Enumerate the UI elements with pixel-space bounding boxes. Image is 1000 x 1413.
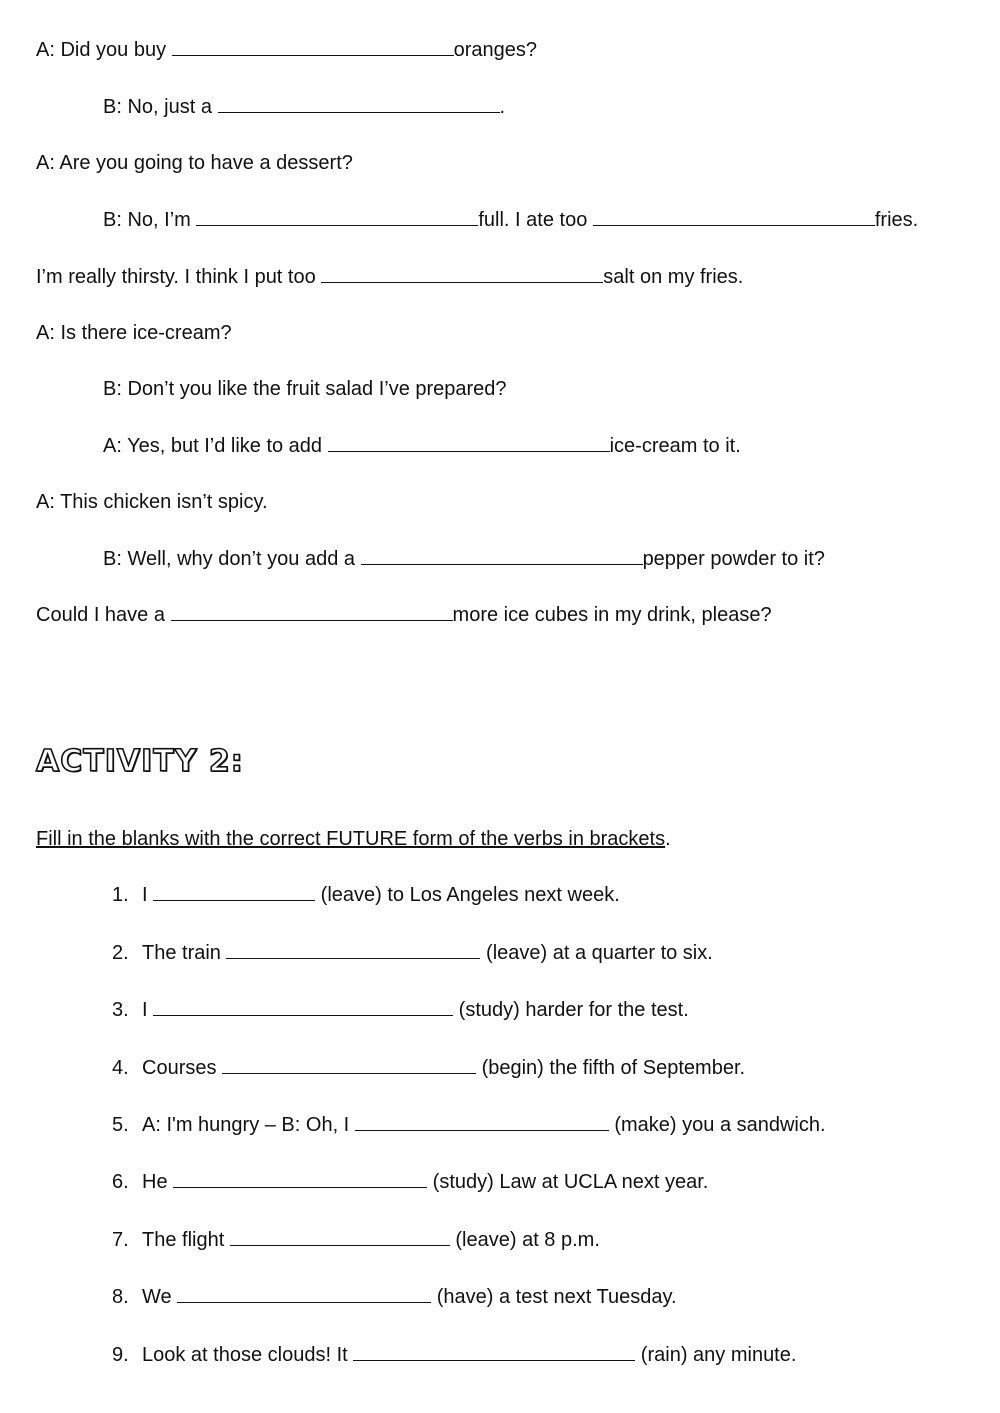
item-text-before: A: I'm hungry – B: Oh, I bbox=[142, 1114, 355, 1136]
exercise-line-10 bbox=[103, 547, 825, 571]
line-text: A: Are you going to have a dessert? bbox=[36, 152, 353, 174]
answer-blank[interactable] bbox=[361, 547, 643, 565]
answer-blank[interactable] bbox=[153, 998, 453, 1016]
exercise-line-2 bbox=[103, 95, 505, 119]
line-text: oranges? bbox=[453, 39, 538, 61]
item-number: 3. bbox=[112, 999, 129, 1021]
line-text: full. I ate too bbox=[478, 209, 593, 231]
exercise-line-7 bbox=[103, 377, 507, 401]
item-text-after: (rain) any minute. bbox=[635, 1344, 797, 1366]
numbered-item-3 bbox=[112, 998, 689, 1022]
line-text: pepper powder to it? bbox=[642, 548, 825, 570]
answer-blank[interactable] bbox=[353, 1343, 635, 1361]
item-text-after: (make) you a sandwich. bbox=[608, 1114, 826, 1136]
answer-blank[interactable] bbox=[177, 1285, 431, 1303]
exercise-line-11 bbox=[36, 603, 772, 627]
item-number: 9. bbox=[112, 1344, 129, 1366]
line-text: more ice cubes in my drink, please? bbox=[452, 604, 772, 626]
exercise-line-4 bbox=[103, 208, 918, 232]
numbered-item-5 bbox=[112, 1113, 826, 1137]
item-number: 8. bbox=[112, 1286, 129, 1308]
instruction-text: Fill in the blanks with the correct FUTURE form of the verbs in brackets bbox=[36, 828, 666, 850]
item-text-after: (study) Law at UCLA next year. bbox=[427, 1171, 709, 1193]
numbered-item-4 bbox=[112, 1056, 745, 1080]
answer-blank[interactable] bbox=[226, 941, 480, 959]
line-text: B: No, I’m bbox=[103, 209, 197, 231]
numbered-item-9 bbox=[112, 1343, 796, 1367]
line-text: fries. bbox=[874, 209, 919, 231]
item-number: 6. bbox=[112, 1171, 129, 1193]
answer-blank[interactable] bbox=[230, 1228, 450, 1246]
item-number: 2. bbox=[112, 942, 129, 964]
exercise-line-6 bbox=[36, 321, 232, 345]
line-text: B: Don’t you like the fruit salad I’ve prepared? bbox=[103, 378, 507, 400]
exercise-line-8 bbox=[103, 434, 741, 458]
line-text: salt on my fries. bbox=[603, 266, 744, 288]
line-text: A: Yes, but I’d like to add bbox=[103, 435, 328, 457]
line-text: A: This chicken isn’t spicy. bbox=[36, 491, 268, 513]
exercise-line-3 bbox=[36, 151, 353, 175]
item-number: 4. bbox=[112, 1057, 129, 1079]
item-number: 7. bbox=[112, 1229, 129, 1251]
numbered-item-6 bbox=[112, 1170, 708, 1194]
item-text-after: (leave) to Los Angeles next week. bbox=[315, 884, 620, 906]
item-text-before: We bbox=[142, 1286, 178, 1308]
line-text: Could I have a bbox=[36, 604, 171, 626]
item-text-before: Courses bbox=[142, 1057, 223, 1079]
numbered-item-7 bbox=[112, 1228, 600, 1252]
item-text-after: (begin) the fifth of September. bbox=[476, 1057, 746, 1079]
instruction-period: . bbox=[665, 828, 671, 850]
line-text: . bbox=[499, 96, 506, 118]
line-text: B: Well, why don’t you add a bbox=[103, 548, 361, 570]
item-text-before: I bbox=[142, 999, 154, 1021]
answer-blank[interactable] bbox=[593, 208, 875, 226]
item-text-before: The flight bbox=[142, 1229, 230, 1251]
item-text-after: (leave) at 8 p.m. bbox=[449, 1229, 600, 1251]
item-text-before: The train bbox=[142, 942, 227, 964]
answer-blank[interactable] bbox=[328, 434, 610, 452]
answer-blank[interactable] bbox=[153, 883, 315, 901]
line-text: I’m really thirsty. I think I put too bbox=[36, 266, 322, 288]
item-text-before: He bbox=[142, 1171, 174, 1193]
answer-blank[interactable] bbox=[321, 265, 603, 283]
exercise-line-9 bbox=[36, 490, 268, 514]
answer-blank[interactable] bbox=[172, 38, 454, 56]
item-text-before: I bbox=[142, 884, 154, 906]
answer-blank[interactable] bbox=[173, 1170, 427, 1188]
item-number: 1. bbox=[112, 884, 129, 906]
line-text: A: Is there ice-cream? bbox=[36, 322, 232, 344]
line-text: A: Did you buy bbox=[36, 39, 172, 61]
line-text: ice-cream to it. bbox=[609, 435, 741, 457]
item-text-before: Look at those clouds! It bbox=[142, 1344, 354, 1366]
answer-blank[interactable] bbox=[196, 208, 478, 226]
numbered-item-8 bbox=[112, 1285, 677, 1309]
activity-2-instruction bbox=[36, 827, 671, 851]
numbered-item-2 bbox=[112, 941, 713, 965]
answer-blank[interactable] bbox=[218, 95, 500, 113]
answer-blank[interactable] bbox=[171, 603, 453, 621]
item-text-after: (leave) at a quarter to six. bbox=[480, 942, 713, 964]
numbered-item-1 bbox=[112, 883, 620, 907]
answer-blank[interactable] bbox=[222, 1056, 476, 1074]
item-number: 5. bbox=[112, 1114, 129, 1136]
answer-blank[interactable] bbox=[355, 1113, 609, 1131]
activity-2-heading: ACTIVITY 2: bbox=[36, 744, 244, 779]
exercise-line-1 bbox=[36, 38, 537, 62]
line-text: B: No, just a bbox=[103, 96, 218, 118]
item-text-after: (have) a test next Tuesday. bbox=[431, 1286, 677, 1308]
exercise-line-5 bbox=[36, 265, 743, 289]
item-text-after: (study) harder for the test. bbox=[453, 999, 689, 1021]
